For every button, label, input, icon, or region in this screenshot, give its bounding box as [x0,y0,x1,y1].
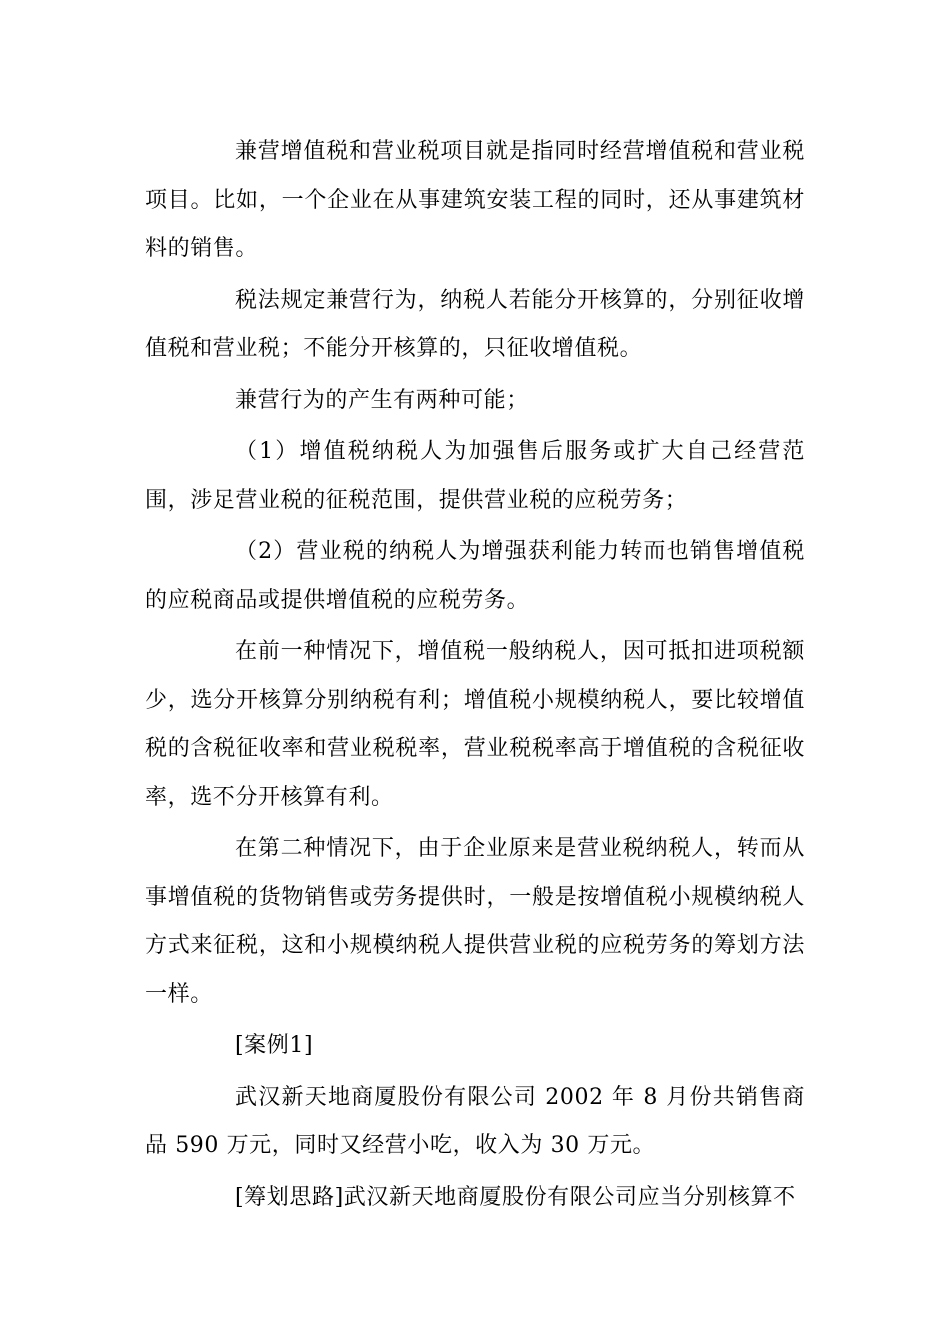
paragraph-possibility-1: （1）增值税纳税人为加强售后服务或扩大自己经营范围，涉足营业税的征税范围，提供营业税的应税劳务； [145,439,805,513]
document-body [145,128,805,1225]
paragraph-two-possibilities: 兼营行为的产生有两种可能； [235,387,529,413]
paragraph-planning-approach: [筹划思路]武汉新天地商厦股份有限公司应当分别核算不 [235,1184,796,1210]
paragraph-case-description: 武汉新天地商厦股份有限公司 2002 年 8 月份共销售商品 590 万元，同时又经营小吃，收入为 30 万元。 [145,1084,805,1158]
paragraph-possibility-2: （2）营业税的纳税人为增强获利能力转而也销售增值税的应税商品或提供增值税的应税劳务。 [145,539,805,613]
paragraph-first-case-analysis: 在前一种情况下，增值税一般纳税人，因可抵扣进项税额少，选分开核算分别纳税有利；增值税小规模纳税人，要比较增值税的含税征收率和营业税税率，营业税税率高于增值税的含税征收率，选不分开核算有利。 [145,639,805,810]
paragraph-tax-law-rule: 税法规定兼营行为，纳税人若能分开核算的，分别征收增值税和营业税；不能分开核算的，只征收增值税。 [145,287,805,361]
paragraph-concurrent-operations-definition: 兼营增值税和营业税项目就是指同时经营增值税和营业税项目。比如，一个企业在从事建筑安装工程的同时，还从事建筑材料的销售。 [145,139,805,261]
paragraph-second-case-analysis: 在第二种情况下，由于企业原来是营业税纳税人，转而从事增值税的货物销售或劳务提供时，一般是按增值税小规模纳税人方式来征税，这和小规模纳税人提供营业税的应税劳务的筹划方法一样。 [145,836,805,1007]
case-heading: [案例1] [235,1033,314,1058]
